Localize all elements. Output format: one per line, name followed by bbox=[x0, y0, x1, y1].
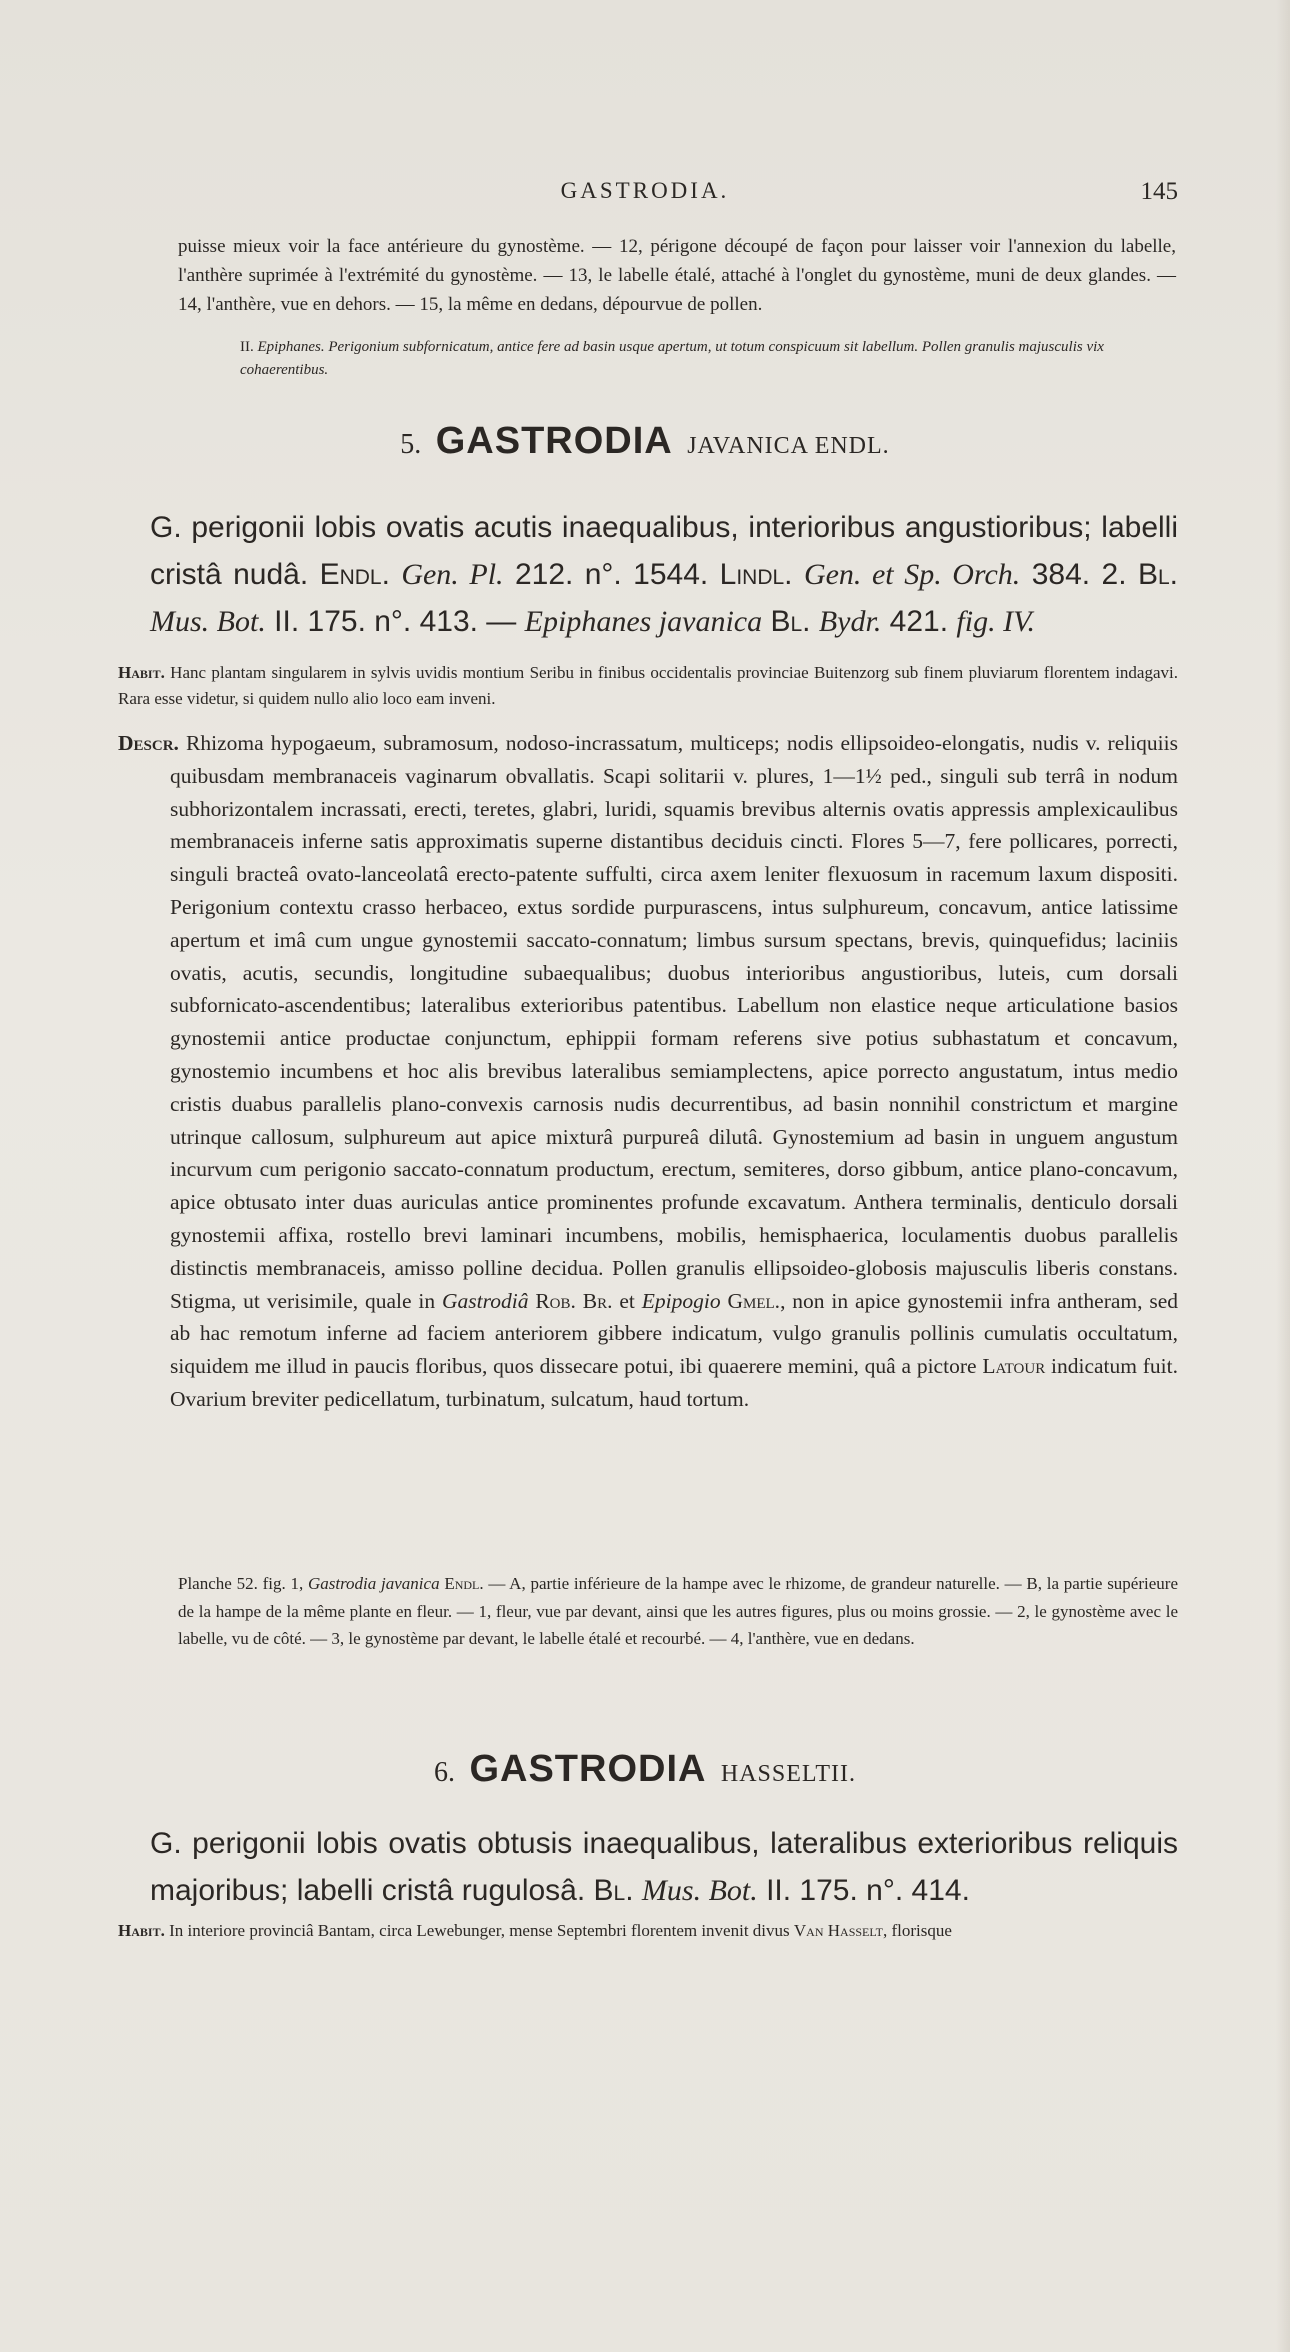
synonym-name: Epiphanes javanica bbox=[524, 605, 763, 638]
citation-ref: II. 175. n°. 413. — bbox=[274, 605, 517, 638]
intro-paragraph: puisse mieux voir la face antérieure du gynostème. — 12, périgone découpé de façon pour laisser voir l'annexion du labelle, l'anthère suprimée à l'extrémité du gynostème. — 13, le labelle étalé, attaché à l'onglet du gynostème, muni de deux glandes. — 14, l'anthère, vue en dehors. — 15, la même en dedans, dépourvue de pollen. bbox=[178, 236, 1176, 315]
plate-author: Endl. bbox=[444, 1574, 484, 1593]
descr-author-2: Gmel. bbox=[727, 1288, 781, 1313]
descr-italic-2: Epipogio bbox=[641, 1288, 721, 1313]
section-note-ii bbox=[240, 336, 1140, 382]
plate-text: — A, partie inférieure de la hampe avec le rhizome, de grandeur naturelle. — B, la partie supérieure de la hampe de la même plante en fleur. — 1, fleur, vue par devant, ainsi que les autres figures, plus ou moins grossie. — 2, le gynostème avec le labelle, vu de côté. — 3, le gynostème par devant, le labelle étalé et recourbé. — 4, l'anthère, vue en dedans. bbox=[178, 1574, 1178, 1648]
descr-italic-1: Gastrodiâ bbox=[442, 1288, 529, 1313]
habit-text: Hanc plantam singularem in sylvis uvidis montium Seribu in finibus occidentalis provinciae Buitenzorg sub finem pluviarum florentem indagavi. Rara esse videtur, si quidem nullo alio loco eam inveni. bbox=[118, 663, 1179, 708]
descr-text-c: indicatum fuit. Ovarium breviter pedicellatum, turbinatum, sulcatum, haud tortum. bbox=[170, 1354, 1179, 1411]
species-5-description bbox=[118, 727, 1178, 1416]
habit-label: Habit. bbox=[118, 1921, 165, 1940]
citation-author: Bl. bbox=[593, 1874, 634, 1907]
citation-work: Gen. Pl. bbox=[401, 558, 504, 591]
note-number: II. bbox=[240, 339, 254, 355]
habit-collector: Van Hasselt bbox=[793, 1921, 883, 1940]
descr-label: Descr. bbox=[118, 731, 179, 755]
descr-mid: et bbox=[619, 1288, 635, 1313]
description-body bbox=[118, 727, 1178, 1416]
diagnosis-text: G. perigonii lobis ovatis acutis inaequalibus, interioribus angustioribus; labelli cristâ nudâ. bbox=[150, 511, 1178, 591]
descr-text-b: , non in apice gynostemii infra antheram, sed ab hac remotum inferne ad faciem anteriorem gibbere indicatum, vulgo granulis pollinis cumulatis occultatum, siquidem me illud in paucis floribus, quos dissecare potui, ibi quaerere memini, quâ a pictore bbox=[170, 1288, 1179, 1379]
citation-work: Gen. et Sp. Orch. bbox=[803, 558, 1021, 591]
habit-label: Habit. bbox=[118, 663, 165, 682]
citation-fig: fig. IV. bbox=[956, 605, 1036, 638]
page-number: 145 bbox=[1140, 178, 1178, 205]
page-header bbox=[0, 174, 1290, 214]
habit-text-a: In interiore provinciâ Bantam, circa Lewebunger, mense Septembri florentem invenit divus bbox=[169, 1921, 790, 1940]
citation-ref: 421. bbox=[889, 605, 949, 638]
diagnosis-text: G. perigonii lobis ovatis obtusis inaequalibus, lateralibus exterioribus reliquis majoribus; labelli cristâ rugulosâ. bbox=[150, 1827, 1178, 1907]
species-number: 5. bbox=[400, 429, 422, 460]
citation-ref: 212. n°. 1544. bbox=[514, 558, 709, 591]
descr-author-3: Latour bbox=[982, 1354, 1046, 1379]
citation-author: Lindl. bbox=[719, 558, 793, 591]
page-edge-shadow bbox=[1276, 0, 1290, 2352]
species-5-plate-note bbox=[178, 1570, 1178, 1653]
descr-text-a: Rhizoma hypogaeum, subramosum, nodoso-incrassatum, multiceps; nodis ellipsoideo-elongatis, nudis v. reliquiis quibusdam membranaceis vaginarum obvallatis. Scapi solitarii v. plures, 1—1½ ped., singuli sub terrâ in nodum subhorizontalem incrassati, erecti, teretes, glabri, luridi, squamis brevibus alternis ovatis appressis amplexicaulibus membranaceis inferne satis approximatis superne distantibus deciduis cincti. Flores 5—7, fere pollicares, porrecti, singuli bracteâ ovato-lanceolatâ erecto-patente suffulti, circa axem leniter flexuosum in racemum laxum dispositi. Perigonium contextu crasso herbaceo, extus sordide purpurascens, intus sulphureum, concavum, antice latissime apertum et imâ cum ungue gynostemii saccato-connatum; limbus sursum spectans, brevis, quinquefidus; laciniis ovatis, acutis, secundis, longitudine subaequalibus; duobus interioribus angustioribus, luteis, cum dorsali subfornicato-ascendentibus; lateralibus exterioribus patentibus. Labellum non elastice neque articulatione basios gynostemii antice productae conjunctum, ephippii formam referens sive potius subhastatum et concavum, gynostemio incumbens et hoc alis brevibus lateralibus semiamplectens, apice porrecto angustatum, intus medio cristis duabus parallelis plano-convexis carnosis nudis decurrentibus, ad basin nonnihil constrictum et margine utrinque callosum, sulphureum aut apice mixturâ purpureâ dilutâ. Gynostemium ad basin in unguem angustum incurvum cum perigonio saccato-connatum productum, erectum, semiteres, dorso gibbum, antice plano-concavum, apice obtusato inter duas auriculas antice prominentes profunde excavatum. Anthera terminalis, denticulo dorsali gynostemii affixa, rostello brevi laminari incumbens, mobilis, hemisphaerica, loculamentis duobus parallelis distinctis membranaceis, amisso polline decidua. Pollen granulis ellipsoideo-globosis majusculis liberis constans. Stigma, ut verisimile, quale in bbox=[170, 731, 1178, 1313]
genus-name: GASTRODIA bbox=[469, 1748, 707, 1790]
species-5-habit bbox=[118, 660, 1178, 712]
genus-name: GASTRODIA bbox=[435, 420, 673, 462]
species-5-heading bbox=[0, 420, 1290, 463]
citation-work: Mus. Bot. bbox=[150, 605, 266, 638]
citation-author: Bl. bbox=[770, 605, 811, 638]
note-text: Epiphanes. Perigonium subfornicatum, antice fere ad basin usque apertum, ut totum conspicuum sit labellum. Pollen granulis majusculis vix cohaerentibus. bbox=[240, 339, 1104, 378]
running-title: GASTRODIA. bbox=[560, 178, 730, 203]
citation-ref: 384. 2. bbox=[1031, 558, 1127, 591]
species-6-diagnosis bbox=[150, 1820, 1178, 1914]
species-number: 6. bbox=[433, 1757, 455, 1788]
habit-text-b: , florisque bbox=[882, 1921, 952, 1940]
species-epithet: HASSELTII. bbox=[720, 1761, 857, 1787]
citation-author: Endl. bbox=[319, 558, 390, 591]
species-6-heading bbox=[0, 1748, 1290, 1791]
citation-author: Bl. bbox=[1137, 558, 1178, 591]
citation-work: Mus. Bot. bbox=[641, 1874, 758, 1907]
plate-species: Gastrodia javanica bbox=[307, 1574, 440, 1593]
species-epithet: JAVANICA ENDL. bbox=[687, 433, 890, 459]
species-6-habit bbox=[118, 1918, 1178, 1944]
descr-author-1: Rob. Br. bbox=[535, 1288, 613, 1313]
citation-ref: II. 175. n°. 414. bbox=[766, 1874, 970, 1907]
citation-work: Bydr. bbox=[818, 605, 882, 638]
plate-prefix: Planche 52. fig. 1, bbox=[178, 1574, 304, 1593]
species-5-diagnosis bbox=[150, 504, 1178, 645]
